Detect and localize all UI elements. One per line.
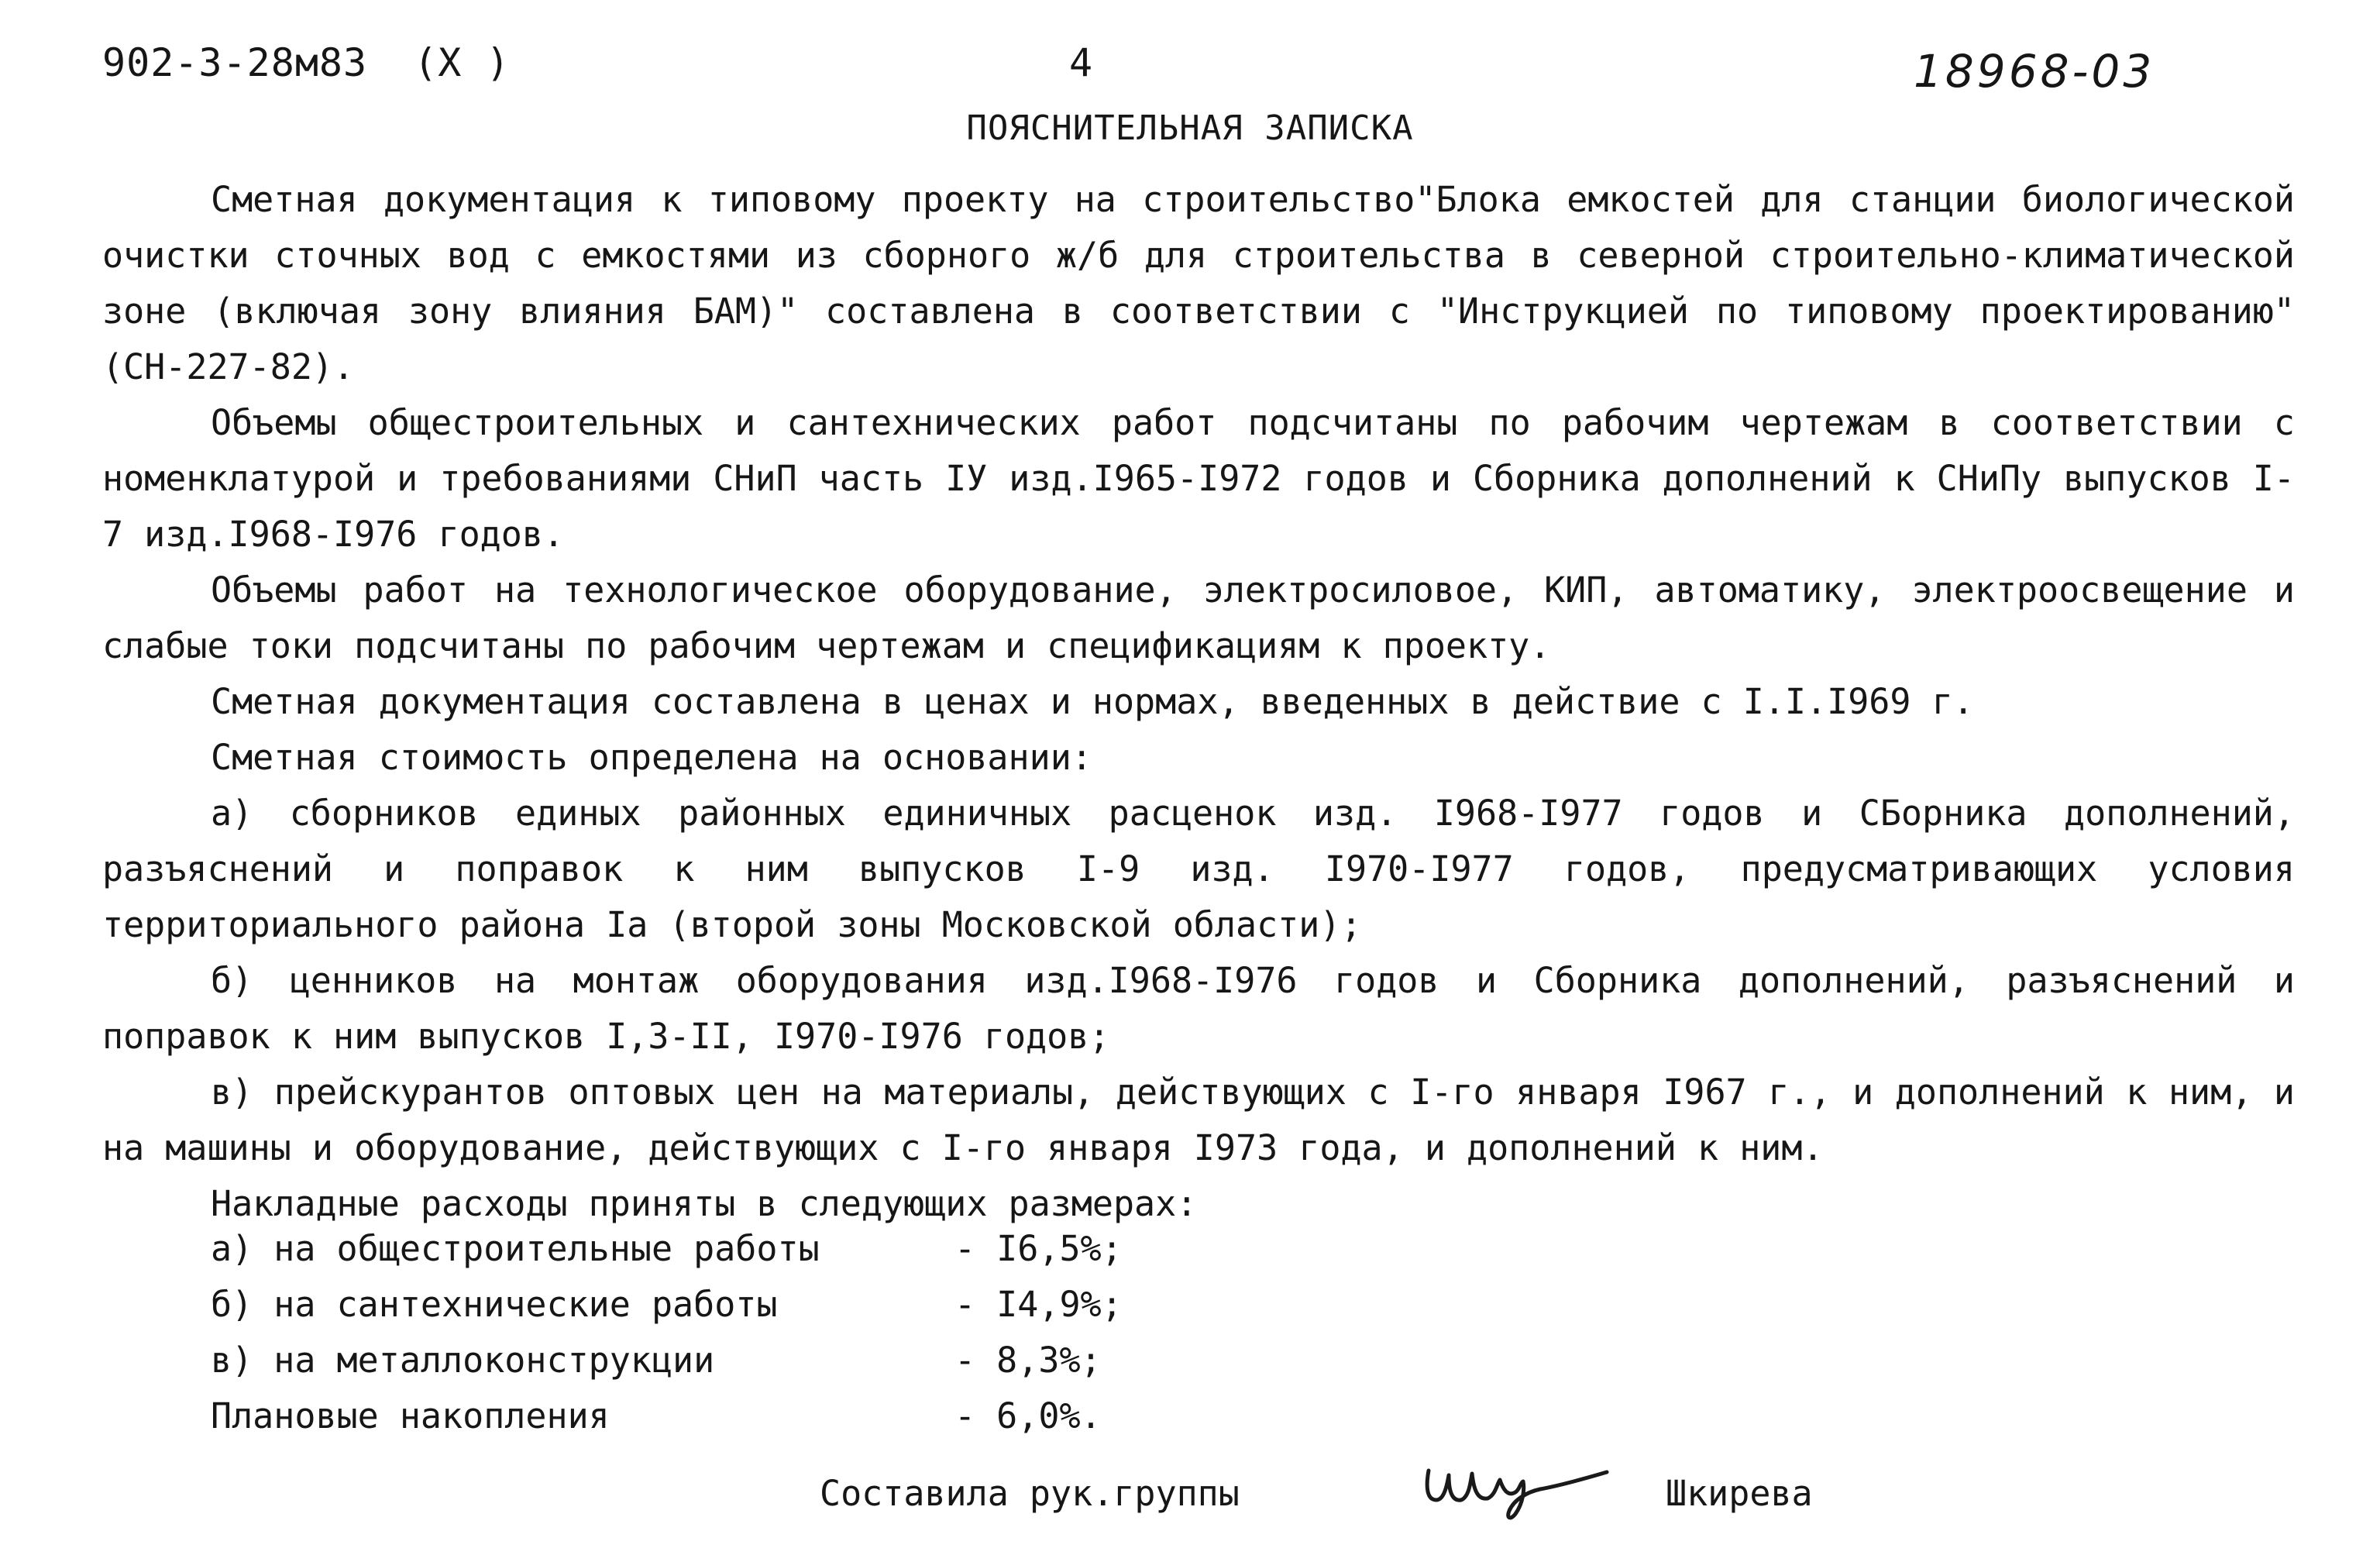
paragraph: Сметная документация составлена в ценах и нормах, введенных в действие с I.I.I969 г. [211, 681, 1974, 722]
compiled-by-label: Составила рук.группы [820, 1473, 1240, 1514]
document-body [102, 172, 2295, 1232]
handwritten-signature [1418, 1449, 1619, 1526]
rate-row [211, 1277, 1123, 1333]
paragraph: Сметная документация к типовому проекту на строительство"Блока емкостей для станции биологической очистки сточных вод с емкостями из сборного ж/б для строительства в северной строительно-климатической зоне (включая зону влияния БАМ)" составлена в соответствии с "Инструкцией по типовому проектированию"(СН-227-82). [102, 179, 2295, 387]
rate-label: в) на металлоконструкции [211, 1340, 715, 1381]
registration-number: 18968-03 [1914, 45, 2155, 98]
rate-value: - I4,9%; [954, 1284, 1123, 1325]
rate-value: - I6,5%; [954, 1228, 1123, 1269]
paragraph: Накладные расходы приняты в следующих размерах: [211, 1183, 1198, 1224]
paragraph: Сметная стоимость определена на основании: [211, 737, 1092, 778]
code-mark: (X ) [414, 40, 511, 85]
rate-label: а) на общестроительные работы [211, 1228, 820, 1269]
rate-value: - 6,0%. [954, 1395, 1102, 1436]
rate-label: Плановые накопления [211, 1395, 610, 1436]
rate-value: - 8,3%; [954, 1340, 1102, 1381]
paragraph: б) ценников на монтаж оборудования изд.I968-I976 годов и Сборника дополнений, разъяснений и поправок к ним выпусков I,3-II, I970-I976 годов; [102, 960, 2295, 1057]
project-code: 902-3-28м83 [102, 40, 368, 85]
project-code-line [102, 40, 511, 85]
paragraph: Объемы работ на технологическое оборудование, электросиловое, КИП, автоматику, электроосвещение и слабые токи подсчитаны по рабочим чертежам и спецификациям к проекту. [102, 569, 2295, 666]
paragraph: а) сборников единых районных единичных расценок изд. I968-I977 годов и СБорника дополнений, разъяснений и поправок к ним выпусков I-9 изд. I970-I977 годов, предусматривающих условия территориального района Iа (второй зоны Московской области); [102, 793, 2295, 945]
rate-label: б) на сантехнические работы [211, 1284, 778, 1325]
signer-name: Шкирева [1666, 1473, 1813, 1514]
rate-row [211, 1388, 1123, 1444]
document-title: ПОЯСНИТЕЛЬНАЯ ЗАПИСКА [966, 108, 1414, 148]
paragraph: в) прейскурантов оптовых цен на материалы, действующих с I-го января I967 г., и дополнений к ним, и на машины и оборудование, действующих с I-го января I973 года, и дополнений к ним. [102, 1072, 2295, 1168]
rate-row [211, 1221, 1123, 1277]
overhead-rates-list [211, 1221, 1123, 1444]
rate-row [211, 1333, 1123, 1388]
page-number: 4 [1069, 40, 1093, 85]
paragraph: Объемы общестроительных и сантехнических работ подсчитаны по рабочим чертежам в соответствии с номенклатурой и требованиями СНиП часть IУ изд.I965-I972 годов и Сборника дополнений к СНиПу выпусков I-7 изд.I968-I976 годов. [102, 402, 2295, 555]
